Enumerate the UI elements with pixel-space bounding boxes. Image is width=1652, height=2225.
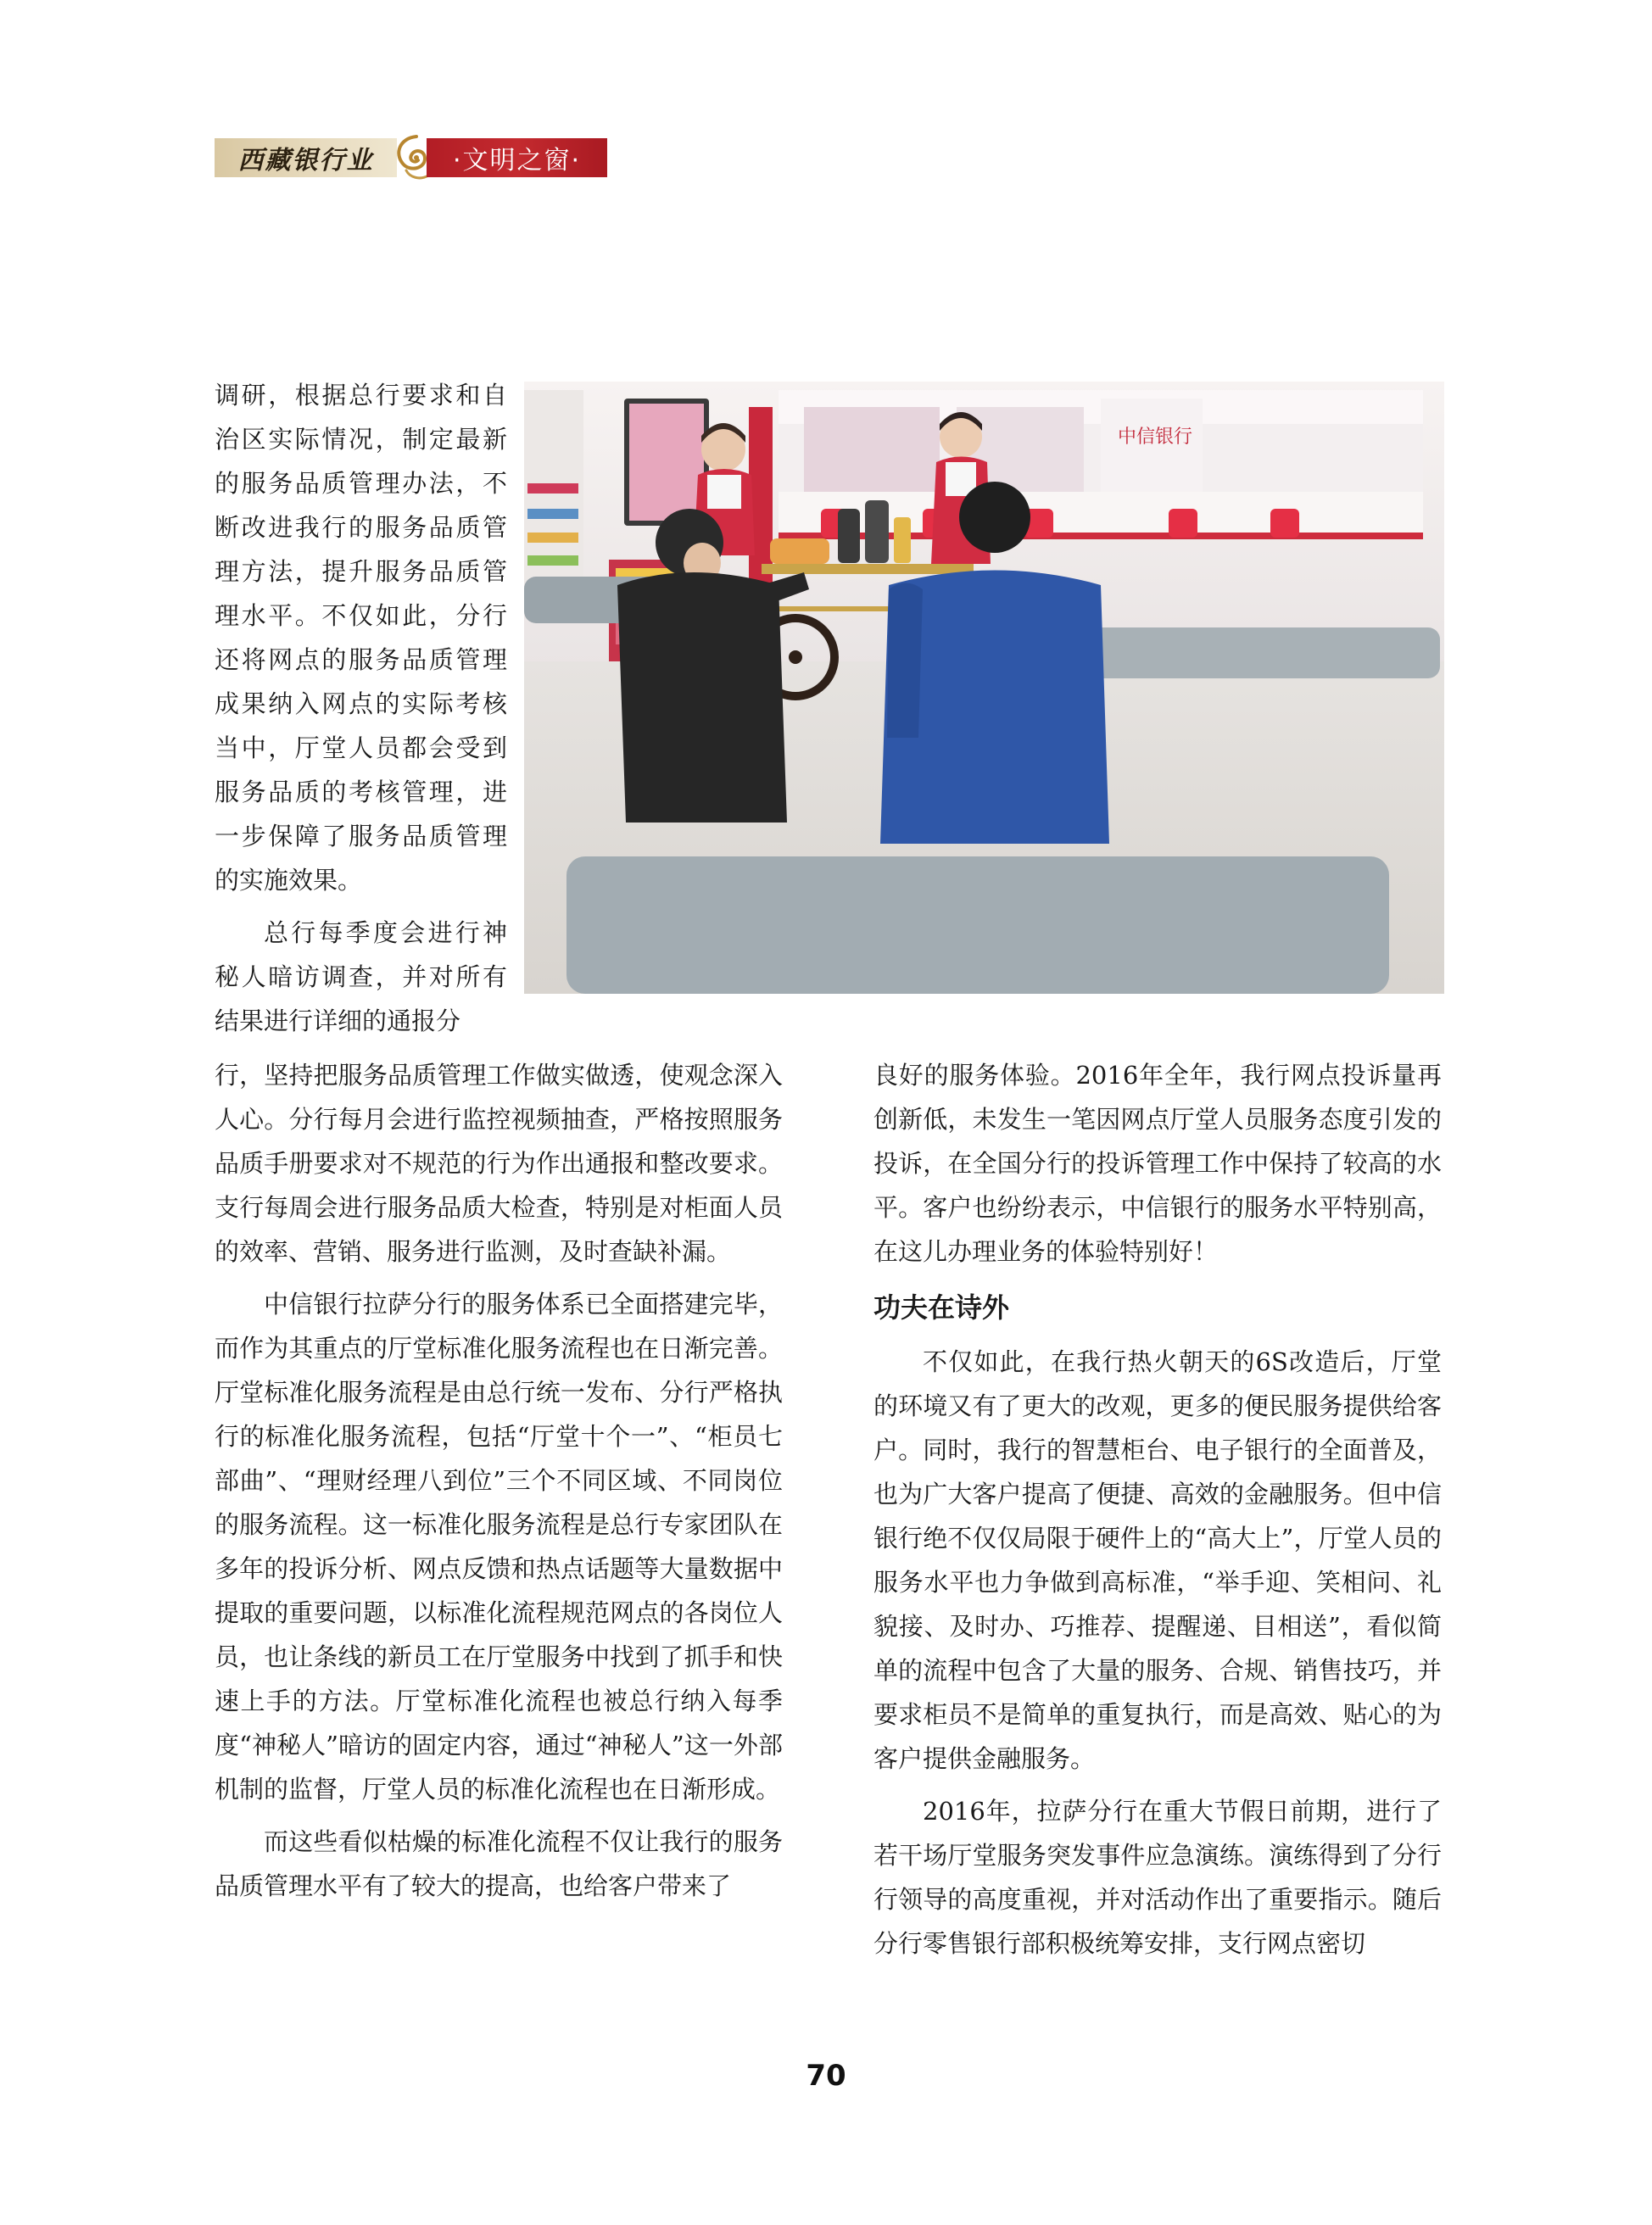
left-text-column: [215, 1053, 783, 1908]
paragraph: 良好的服务体验。2016年全年，我行网点投诉量再创新低，未发生一笔因网点厅堂人员服务态度引发的投诉，在全国分行的投诉管理工作中保持了较高的水平。客户也纷纷表示，中信银行的服务水平特别高，在这儿办理业务的体验特别好！: [873, 1061, 1442, 1266]
paragraph: 不仅如此，在我行热火朝天的6S改造后，厅堂的环境又有了更大的改观，更多的便民服务提供给客户。同时，我行的智慧柜台、电子银行的全面普及，也为广大客户提高了便捷、高效的金融服务。但中信银行绝不仅仅局限于硬件上的“高大上”，厅堂人员的服务水平也力争做到高标准，“举手迎、笑相问、礼貌接、及时办、巧推荐、提醒递、目相送”，看似简单的流程中包含了大量的服务、合规、销售技巧，并要求柜员不是简单的重复执行，而是高效、贴心的为客户提供金融服务。: [873, 1347, 1442, 1773]
lobby-scene-illustration: [524, 382, 1444, 994]
paragraph: 行，坚持把服务品质管理工作做实做透，使观念深入人心。分行每月会进行监控视频抽查，严格按照服务品质手册要求对不规范的行为作出通报和整改要求。支行每周会进行服务品质大检查，特别是对柜面人员的效率、营销、服务进行监测，及时查缺补漏。: [215, 1061, 783, 1266]
paragraph: 总行每季度会进行神秘人暗访调查，并对所有结果进行详细的通报分: [215, 918, 507, 1035]
section-banner: [215, 133, 607, 182]
bank-lobby-photo: [524, 382, 1444, 994]
bank-signage: 中信银行: [1118, 427, 1193, 448]
right-text-column: [873, 1053, 1442, 1966]
paragraph: 调研，根据总行要求和自治区实际情况，制定最新的服务品质管理办法，不断改进我行的服务品质管理方法，提升服务品质管理水平。不仅如此，分行还将网点的服务品质管理成果纳入网点的实际考核当中，厅堂人员都会受到服务品质的考核管理，进一步保障了服务品质管理的实施效果。: [215, 381, 507, 895]
paragraph: 而这些看似枯燥的标准化流程不仅让我行的服务品质管理水平有了较大的提高，也给客户带来了: [215, 1827, 783, 1900]
column-title: ·文明之窗·: [427, 138, 607, 177]
magazine-title: 西藏银行业: [215, 138, 397, 177]
section-heading: 功夫在诗外: [873, 1291, 1010, 1324]
paragraph: 中信银行拉萨分行的服务体系已全面搭建完毕，而作为其重点的厅堂标准化服务流程也在日渐完善。厅堂标准化服务流程是由总行统一发布、分行严格执行的标准化服务流程，包括“厅堂十个一”、“柜员七部曲”、“理财经理八到位”三个不同区域、不同岗位的服务流程。这一标准化服务流程是总行专家团队在多年的投诉分析、网点反馈和热点话题等大量数据中提取的重要问题，以标准化流程规范网点的各岗位人员，也让条线的新员工在厅堂服务中找到了抓手和快速上手的方法。厅堂标准化流程也被总行纳入每季度“神秘人”暗访的固定内容，通过“神秘人”这一外部机制的监督，厅堂人员的标准化流程也在日渐形成。: [215, 1290, 783, 1804]
narrow-text-column: [215, 373, 507, 1043]
paragraph: 2016年，拉萨分行在重大节假日前期，进行了若干场厅堂服务突发事件应急演练。演练得到了分行行领导的高度重视，并对活动作出了重要指示。随后分行零售银行部积极统筹安排，支行网点密切: [873, 1797, 1442, 1958]
page-number: 70: [806, 2059, 846, 2093]
